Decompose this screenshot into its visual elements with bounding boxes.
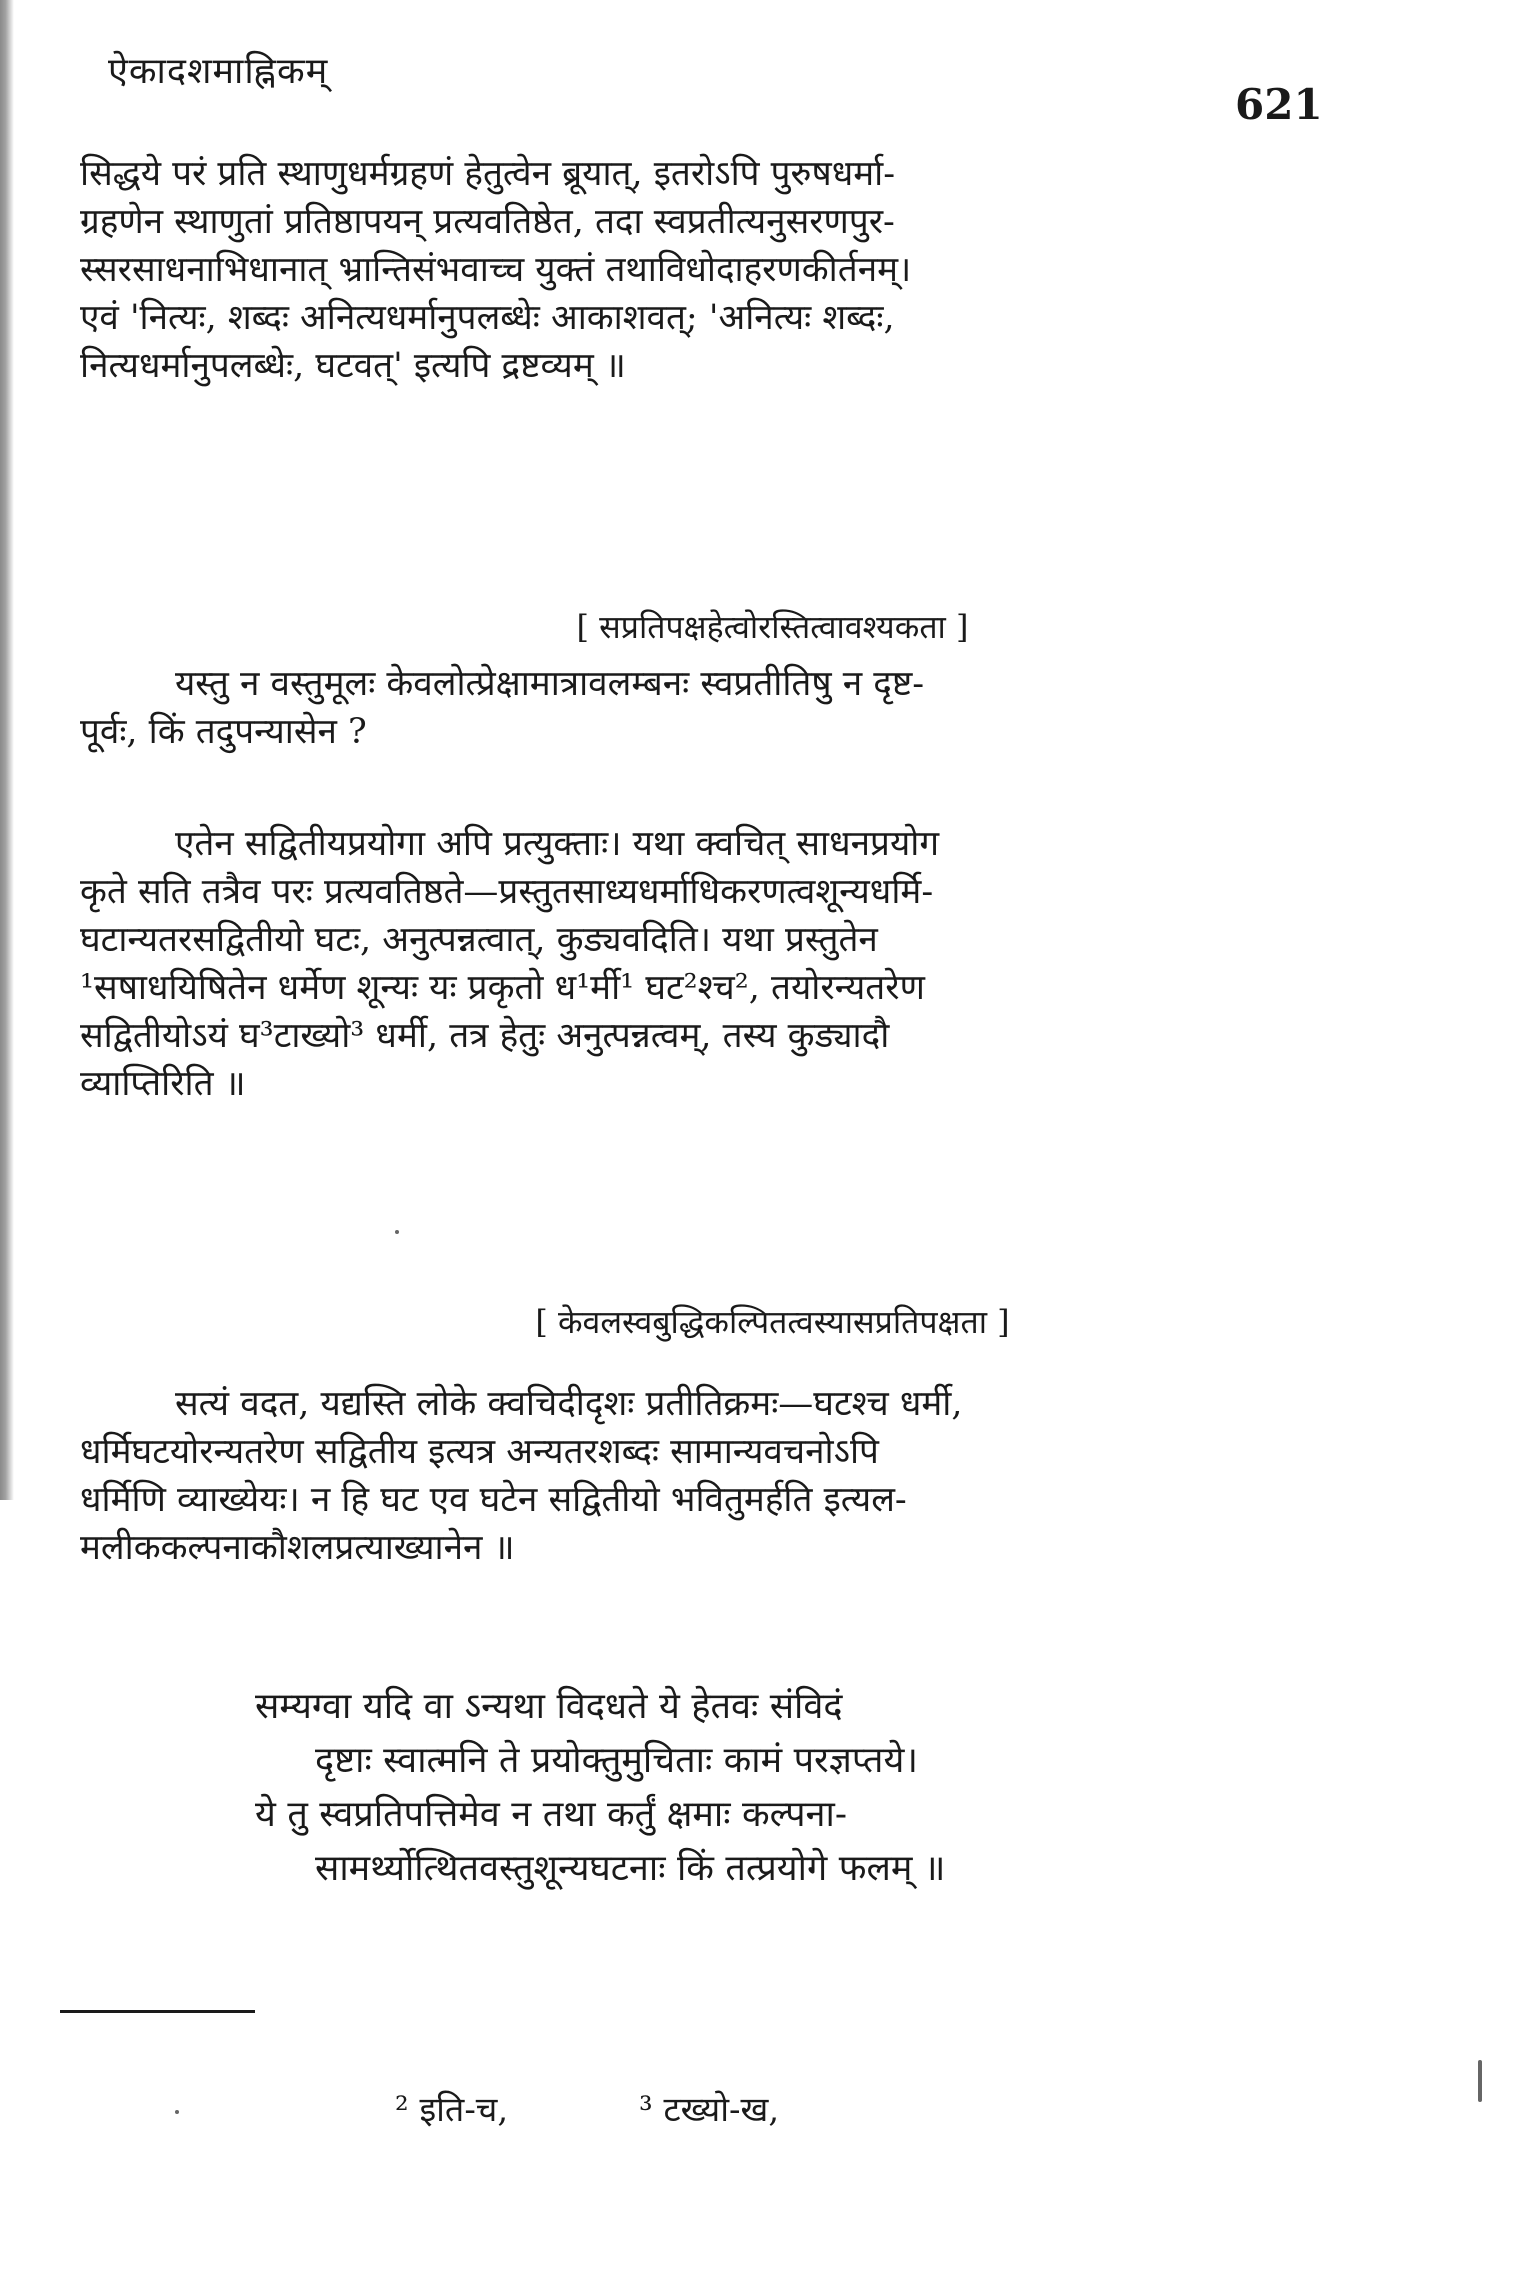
text-line: ग्रहणेन स्थाणुतां प्रतिष्ठापयन् प्रत्यवतिष्ठेत, तदा स्वप्रतीत्यनुसरणपुर- <box>80 202 895 242</box>
text-line: स्सरसाधनाभिधानात् भ्रान्तिसंभवाच्च युक्तं तथाविधोदाहरणकीर्तनम्। <box>80 250 912 290</box>
verse <box>255 1680 1255 1896</box>
scan-artifact <box>395 1230 399 1234</box>
verse-line: सम्यग्वा यदि वा ऽन्यथा विदधते ये हेतवः संविदं <box>255 1686 843 1727</box>
paragraph-1 <box>80 150 1330 390</box>
text-line: सद्वितीयोऽयं घ³टाख्यो³ धर्मी, तत्र हेतुः अनुत्पन्नत्वम्, तस्य कुड्यादौ <box>80 1016 890 1056</box>
verse-line: सामर्थ्योत्थितवस्तुशून्यघटनाः किं तत्प्रयोगे फलम् ॥ <box>315 1848 946 1889</box>
text-line: मलीककल्पनाकौशलप्रत्याख्यानेन ॥ <box>80 1528 515 1568</box>
text-line: कृते सति तत्रैव परः प्रत्यवतिष्ठते—प्रस्तुतसाध्यधर्माधिकरणत्वशून्यधर्मि- <box>80 872 934 912</box>
footnotes <box>395 2085 899 2131</box>
paragraph-4 <box>80 1380 1330 1572</box>
page-number: 621 <box>1235 80 1323 129</box>
paragraph-2 <box>80 660 1330 756</box>
text-line: नित्यधर्मानुपलब्धेः, घटवत्' इत्यपि द्रष्टव्यम् ॥ <box>80 346 626 386</box>
text-line: पूर्वः, किं तदुपन्यासेन ? <box>80 712 367 752</box>
text-line: व्याप्तिरिति ॥ <box>80 1064 246 1104</box>
verse-line: ये तु स्वप्रतिपत्तिमेव न तथा कर्तुं क्षमाः कल्पना- <box>255 1794 847 1835</box>
text-line: यस्तु न वस्तुमूलः केवलोत्प्रेक्षामात्रावलम्बनः स्वप्रतीतिषु न दृष्ट- <box>175 664 925 704</box>
scan-artifact <box>1478 2060 1482 2102</box>
text-line: धर्मिघटयोरन्यतरेण सद्वितीय इत्यत्र अन्यतरशब्दः सामान्यवचनोऽपि <box>80 1432 879 1472</box>
footnote: ³ टख्यो-ख, <box>639 2090 780 2130</box>
text-line: धर्मिणि व्याख्येयः। न हि घट एव घटेन सद्वितीयो भवितुमर्हति इत्यल- <box>80 1480 907 1520</box>
text-line: एतेन सद्वितीयप्रयोगा अपि प्रत्युक्ताः। यथा क्वचित् साधनप्रयोग <box>175 824 940 864</box>
running-head: ऐकादशमाह्निकम् <box>108 51 329 92</box>
text-line: सिद्धये परं प्रति स्थाणुधर्मग्रहणं हेतुत्वेन ब्रूयात्, इतरोऽपि पुरुषधर्मा- <box>80 154 896 194</box>
verse-line: दृष्टाः स्वात्मनि ते प्रयोक्तुमुचिताः कामं परज्ञप्तये। <box>315 1740 918 1781</box>
section-heading-2: [ केवलस्वबुद्धिकल्पितत्वस्यासप्रतिपक्षता ] <box>535 1303 1010 1341</box>
section-heading-1: [ सप्रतिपक्षहेत्वोरस्तित्वावश्यकता ] <box>576 608 969 646</box>
scan-edge-shadow <box>0 0 14 1500</box>
text-line: घटान्यतरसद्वितीयो घटः, अनुत्पन्नत्वात्, कुड्यवदिति। यथा प्रस्तुतेन <box>80 920 878 960</box>
text-line: सत्यं वदत, यद्यस्ति लोके क्वचिदीदृशः प्रतीतिक्रमः—घटश्च धर्मी, <box>175 1384 963 1424</box>
text-line: ¹सषाधयिषितेन धर्मेण शून्यः यः प्रकृतो ध¹र्मी¹ घट²श्च², तयोरन्यतरेण <box>80 968 925 1008</box>
text-line: एवं 'नित्यः, शब्दः अनित्यधर्मानुपलब्धेः आकाशवत्; 'अनित्यः शब्दः, <box>80 298 895 338</box>
scan-artifact <box>175 2110 179 2114</box>
footnote: ² इति-च, <box>395 2090 509 2130</box>
footnote-rule <box>60 2010 255 2013</box>
paragraph-3 <box>80 820 1330 1108</box>
